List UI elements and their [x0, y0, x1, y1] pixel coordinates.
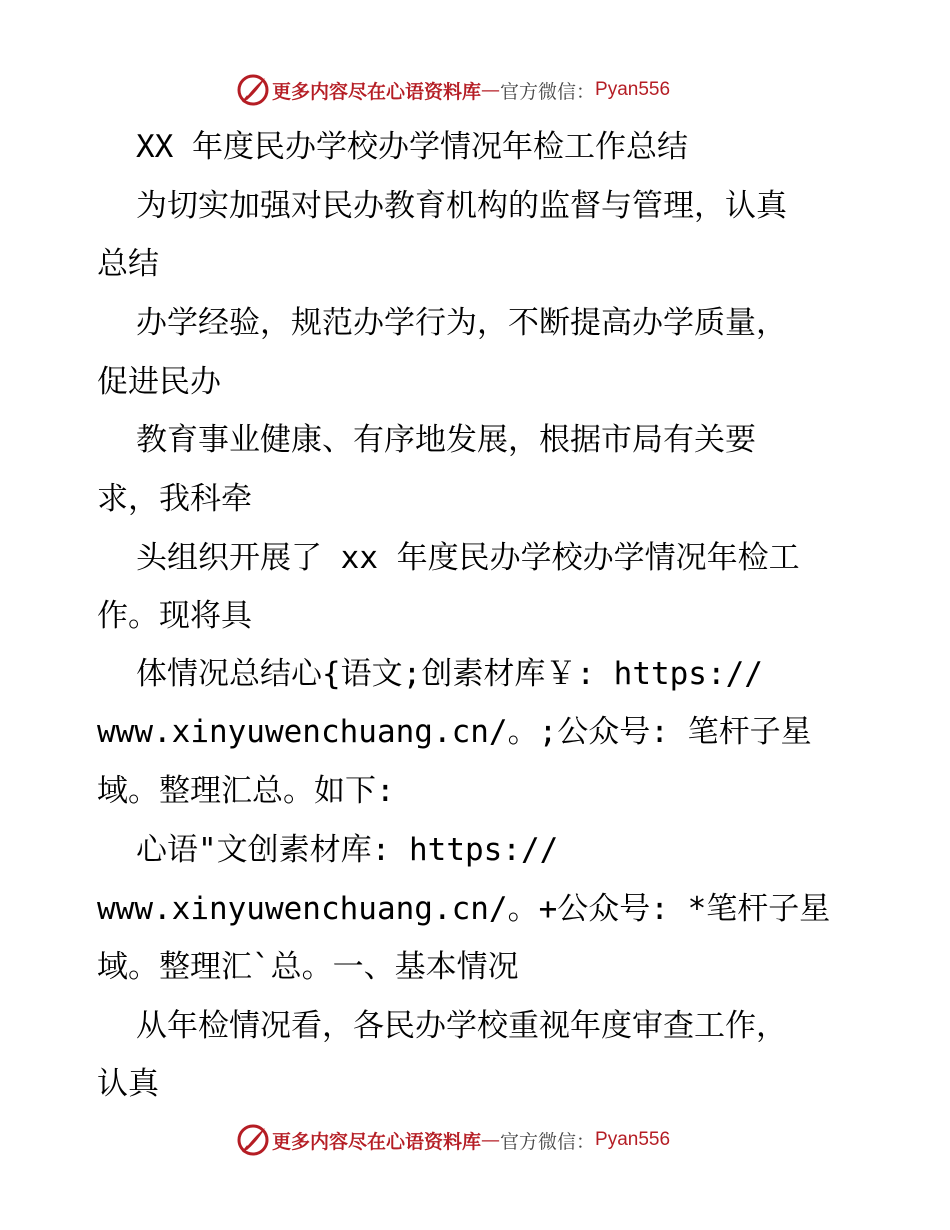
- footer-watermark-banner: [236, 1123, 670, 1157]
- body-line: 求，我科牵: [97, 481, 252, 517]
- banner-main-text: 更多内容尽在心语资料库: [272, 1130, 482, 1153]
- document-title: XX 年度民办学校办学情况年检工作总结: [136, 129, 688, 165]
- banner-dash: —: [481, 1129, 501, 1151]
- banner-main-text: 更多内容尽在心语资料库: [272, 80, 482, 103]
- body-line: 域。整理汇总。如下:: [97, 773, 395, 809]
- body-line: 为切实加强对民办教育机构的监督与管理，认真: [136, 188, 787, 224]
- banner-wechat-id: Pyan556: [595, 1129, 671, 1150]
- section-heading-line: 域。整理汇`总。一、基本情况: [97, 949, 519, 985]
- quill-pen-logo-icon: [236, 73, 270, 107]
- quill-pen-logo-icon: [236, 1123, 270, 1157]
- banner-wechat-label: 官方微信：: [500, 1130, 596, 1153]
- banner-dash: —: [481, 79, 501, 101]
- body-line: 心语"文创素材库: https://: [136, 832, 559, 868]
- header-watermark-banner: [236, 73, 670, 107]
- banner-wechat-label: 官方微信：: [500, 80, 596, 103]
- body-line: 从年检情况看，各民办学校重视年度审查工作，: [136, 1008, 787, 1044]
- body-line: 认真: [97, 1066, 159, 1102]
- body-line: 作。现将具: [97, 598, 252, 634]
- body-line: 办学经验，规范办学行为，不断提高办学质量，: [136, 305, 787, 341]
- body-line: 促进民办: [97, 364, 221, 400]
- body-line: 总结: [97, 246, 159, 282]
- banner-wechat-id: Pyan556: [595, 79, 671, 100]
- body-line: www.xinyuwenchuang.cn/。;公众号: 笔杆子星: [97, 714, 812, 750]
- body-line: 教育事业健康、有序地发展，根据市局有关要: [136, 422, 756, 458]
- body-line: 头组织开展了 xx 年度民办学校办学情况年检工: [136, 540, 800, 576]
- body-line: 体情况总结心{语文;创素材库￥: https://: [136, 656, 763, 692]
- body-line: www.xinyuwenchuang.cn/。+公众号: *笔杆子星: [97, 891, 831, 927]
